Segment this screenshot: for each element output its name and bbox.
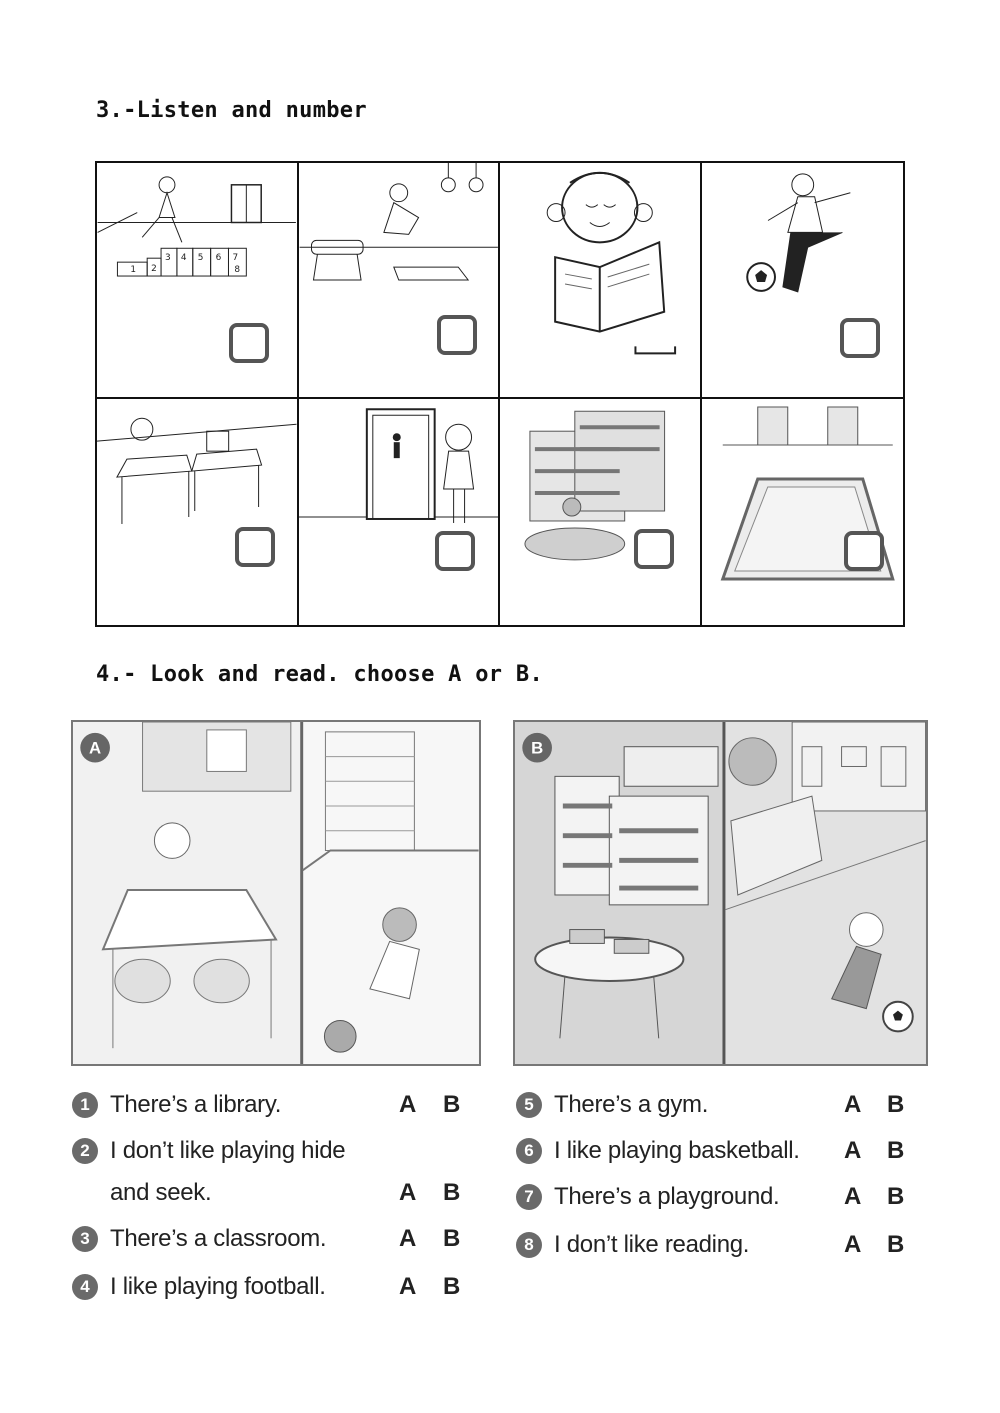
statement-text: I like playing basketball. [554,1137,800,1164]
football-illustration [702,163,904,397]
library-illustration [500,399,700,625]
hopscotch-number: 2 [151,264,157,275]
statement-number: 8 [516,1232,542,1258]
statement-number: 1 [72,1092,98,1118]
picture-b-label: B [531,738,544,758]
option-b[interactable]: B [887,1183,905,1210]
option-b[interactable]: B [887,1091,905,1118]
statement-text: There’s a classroom. [110,1225,327,1252]
answer-box-4[interactable] [840,318,880,358]
picture-a [71,720,481,1066]
statement-number: 5 [516,1092,542,1118]
option-a[interactable]: A [399,1091,417,1118]
statement-number: 3 [72,1226,98,1252]
picture-hopscotch [97,163,299,399]
statement-text: There’s a playground. [554,1183,780,1210]
section-3-heading: 3.-Listen and number [96,98,367,123]
option-a[interactable]: A [844,1137,862,1164]
option-b[interactable]: B [443,1091,461,1118]
statement-text: I don’t like reading. [554,1231,750,1258]
hopscotch-number: 3 [165,253,171,264]
listen-and-number-grid [95,161,905,627]
hopscotch-number: 7 [232,253,239,264]
gym-illustration [299,163,499,397]
option-b[interactable]: B [443,1225,461,1252]
pool-illustration [702,399,904,625]
section-4-heading: 4.- Look and read. choose A or B. [96,662,543,687]
picture-boy-football [702,163,904,399]
picture-swimming-pool [702,399,904,625]
toilet-illustration [299,399,499,625]
option-a[interactable]: A [844,1231,862,1258]
option-a[interactable]: A [844,1183,862,1210]
hopscotch-number: 1 [130,265,136,276]
option-b[interactable]: B [443,1179,461,1206]
answer-box-1[interactable] [229,323,269,363]
picture-toilet-door [299,399,501,625]
hopscotch-number: 5 [197,253,204,264]
option-a[interactable]: A [844,1091,862,1118]
statement-number: 4 [72,1274,98,1300]
hopscotch-illustration [97,163,297,397]
answer-box-5[interactable] [235,527,275,567]
picture-a-label: A [89,738,102,758]
statement-number: 6 [516,1138,542,1164]
option-b[interactable]: B [887,1231,905,1258]
statement-text-continued: and seek. [110,1179,212,1206]
answer-box-2[interactable] [437,315,477,355]
statement-number: 7 [516,1184,542,1210]
option-b[interactable]: B [887,1137,905,1164]
picture-classroom-desks [97,399,299,625]
option-b[interactable]: B [443,1273,461,1300]
option-a[interactable]: A [399,1273,417,1300]
statement-text: I don’t like playing hide [110,1137,346,1164]
classroom-illustration [97,399,297,625]
answer-box-8[interactable] [844,531,884,571]
picture-a-illustration [73,722,479,1064]
picture-b [513,720,928,1066]
answer-box-6[interactable] [435,531,475,571]
statement-text: There’s a gym. [554,1091,709,1118]
statement-text: I like playing football. [110,1273,326,1300]
option-a[interactable]: A [399,1179,417,1206]
picture-gym-jump [299,163,501,399]
hopscotch-number: 8 [234,265,241,276]
picture-library [500,399,702,625]
answer-box-7[interactable] [634,529,674,569]
hopscotch-number: 4 [180,253,187,264]
statement-number: 2 [72,1138,98,1164]
picture-girl-reading [500,163,702,399]
option-a[interactable]: A [399,1225,417,1252]
reading-illustration [500,163,700,397]
hopscotch-number: 6 [215,253,222,264]
statement-text: There’s a library. [110,1091,282,1118]
picture-b-illustration [515,722,926,1064]
